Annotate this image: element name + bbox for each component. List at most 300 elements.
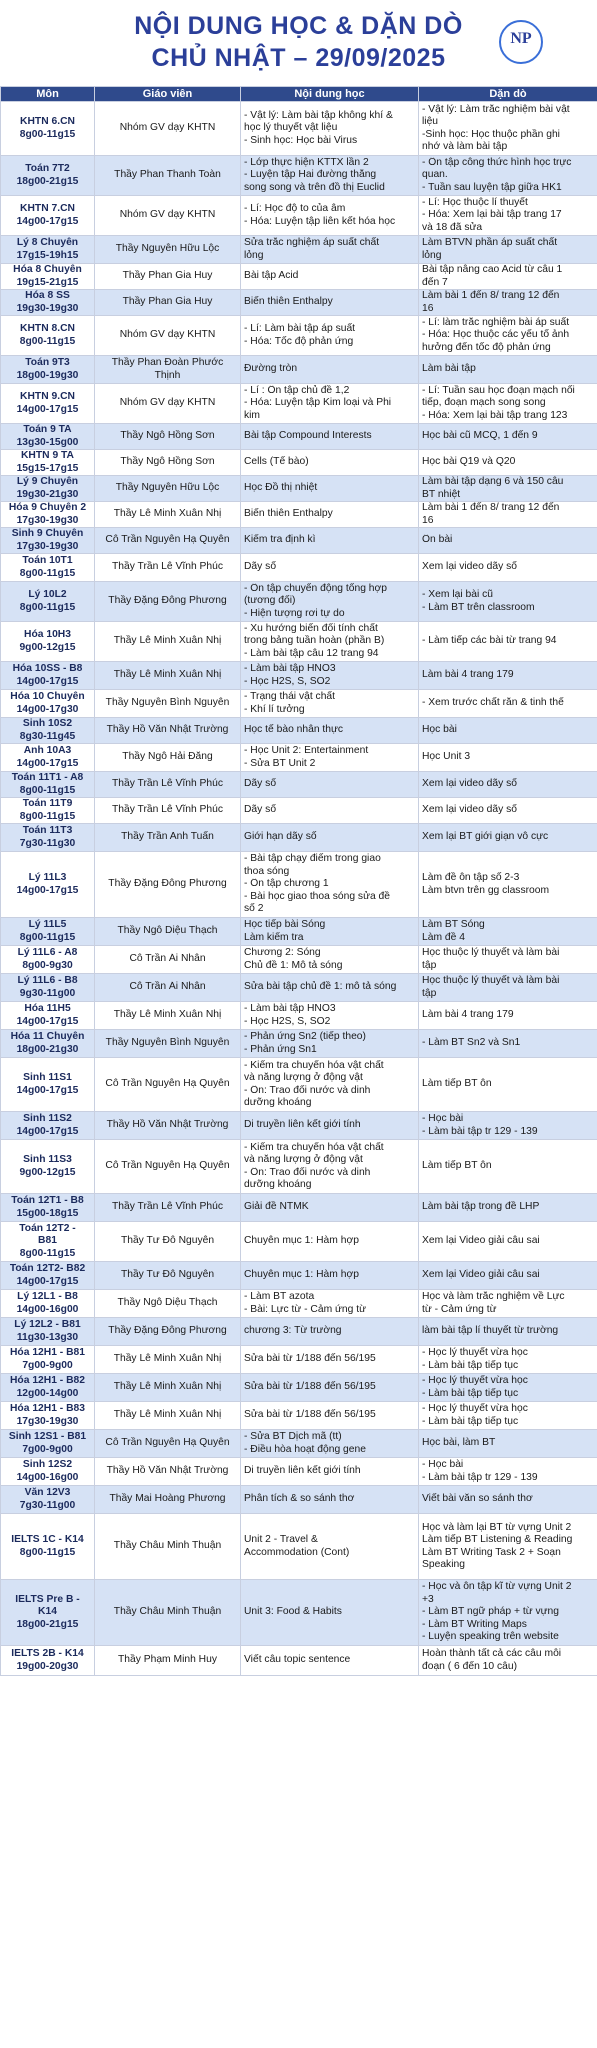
teacher-cell <box>95 1514 241 1580</box>
cell-line: Học bài, làm BT <box>422 1437 496 1449</box>
cell-line: Sinh 12S1 - B81 <box>8 1431 87 1443</box>
cell-line: 15g00-18g15 <box>16 1207 79 1219</box>
cell-line: Hóa 12H1 - B82 <box>10 1375 85 1387</box>
table-row <box>1 1458 597 1486</box>
cell-line: Học bài cũ MCQ, 1 đến 9 <box>422 430 538 442</box>
cell-line: KHTN 7.CN <box>20 203 75 215</box>
cell-line: 9g30-11g00 <box>19 987 76 999</box>
cell-line: Học Đồ thị nhiệt <box>244 482 318 494</box>
cell-line: - Vật lý: Làm bài tập không khí & <box>244 109 393 121</box>
cell-line: - Học lý thuyết vừa học <box>422 1375 528 1387</box>
cell-line: - Học lý thuyết vừa học <box>422 1347 528 1359</box>
content-cell <box>241 290 419 316</box>
subject-cell <box>1 316 95 356</box>
teacher-cell <box>95 662 241 690</box>
subject-cell <box>1 156 95 196</box>
cell-line: Làm tiếp BT ôn <box>422 1160 492 1172</box>
homework-cell <box>419 1646 597 1676</box>
homework-cell <box>419 384 597 424</box>
cell-line: - Kiểm tra chuyển hóa vật chất <box>244 1141 384 1153</box>
cell-line: Thầy Trần Lê Vĩnh Phúc <box>111 561 224 573</box>
column-header-teacher: Giáo viên <box>95 87 241 102</box>
teacher-cell <box>95 1346 241 1374</box>
cell-line: lỏng <box>244 249 264 261</box>
cell-line: -Sinh học: Học thuộc phần ghi <box>422 128 560 140</box>
cell-line: Thầy Hồ Văn Nhật Trường <box>106 1119 229 1131</box>
cell-line: 11g30-13g30 <box>16 1331 79 1343</box>
teacher-cell <box>95 1374 241 1402</box>
cell-line: học lý thuyết vật liệu <box>244 122 338 134</box>
cell-line: Lý 10L2 <box>28 589 67 601</box>
cell-line: Thầy Trần Lê Vĩnh Phúc <box>111 804 224 816</box>
homework-cell <box>419 1486 597 1514</box>
homework-cell <box>419 1222 597 1262</box>
cell-line: - Xem lại bài cũ <box>422 589 493 601</box>
cell-line: Toán 12T1 - B8 <box>11 1195 84 1207</box>
content-cell <box>241 384 419 424</box>
table-row <box>1 156 597 196</box>
cell-line: - Làm BT Sn2 và Sn1 <box>422 1037 521 1049</box>
table-row <box>1 1262 597 1290</box>
cell-line: Làm BT Sóng <box>422 919 485 931</box>
cell-line: Thầy Đặng Đông Phương <box>108 595 227 607</box>
table-body <box>1 102 597 1676</box>
cell-line: 8g00-11g15 <box>19 931 76 943</box>
cell-line: Thầy Lê Minh Xuân Nhị <box>113 508 222 520</box>
table-row <box>1 974 597 1002</box>
homework-cell <box>419 1580 597 1646</box>
content-cell <box>241 424 419 450</box>
content-cell <box>241 690 419 718</box>
cell-line: 15g15-17g15 <box>16 462 79 474</box>
subject-cell <box>1 476 95 502</box>
cell-line: - Ôn tập chương 1 <box>244 878 329 890</box>
cell-line: - Học Unit 2: Entertainment <box>244 745 369 757</box>
cell-line: K14 <box>38 1606 57 1618</box>
cell-line: 18g00-21g15 <box>16 1618 79 1630</box>
cell-line: Làm bài tập <box>422 363 476 375</box>
teacher-cell <box>95 918 241 946</box>
cell-line: 17g30-19g30 <box>16 1415 79 1427</box>
cell-line: 14g00-16g00 <box>16 1471 79 1483</box>
cell-line: Sửa bài từ 1/188 đến 56/195 <box>244 1381 376 1393</box>
cell-line: Làm btvn trên gg classroom <box>422 884 550 896</box>
cell-line: Thầy Ngô Hải Đăng <box>122 751 213 763</box>
cell-line: - Phản ứng Sn2 (tiếp theo) <box>244 1031 366 1043</box>
cell-line: Xem lại video dãy số <box>422 561 518 573</box>
homework-cell <box>419 918 597 946</box>
cell-line: chương 3: Từ trường <box>244 1325 342 1337</box>
content-cell <box>241 1458 419 1486</box>
cell-line: 8g00-11g15 <box>19 567 76 579</box>
content-cell <box>241 974 419 1002</box>
cell-line: Làm bài 1 đến 8/ trang 12 đến <box>422 502 560 514</box>
cell-line: Học thuộc lý thuyết và làm bài <box>422 975 560 987</box>
cell-line: 8g00-11g15 <box>19 784 76 796</box>
table-row <box>1 1194 597 1222</box>
table-row <box>1 582 597 622</box>
subject-cell <box>1 356 95 384</box>
cell-line: Học bài <box>422 724 457 736</box>
subject-cell <box>1 1318 95 1346</box>
cell-line: số 2 <box>244 903 264 915</box>
teacher-cell <box>95 1458 241 1486</box>
cell-line: - Lớp thực hiện KTTX lần 2 <box>244 156 369 168</box>
cell-line: Toán 11T3 <box>22 825 73 837</box>
content-cell <box>241 1486 419 1514</box>
homework-cell <box>419 1318 597 1346</box>
table-row <box>1 662 597 690</box>
subject-cell <box>1 450 95 476</box>
cell-line: - Luyện speaking trên website <box>422 1631 559 1643</box>
homework-cell <box>419 1262 597 1290</box>
cell-line: - Bài tập chạy điểm trong giao <box>244 853 381 865</box>
table-row <box>1 946 597 974</box>
cell-line: Làm bài 1 đến 8/ trang 12 đến <box>422 290 560 302</box>
cell-line: Chuyên mục 1: Hàm hợp <box>244 1269 359 1281</box>
cell-line: Sinh 9 Chuyên <box>11 528 84 540</box>
subject-cell <box>1 264 95 290</box>
cell-line: Lý 11L5 <box>28 919 67 931</box>
table-row <box>1 1514 597 1580</box>
cell-line: - Làm BT ngữ pháp + từ vựng <box>422 1606 559 1618</box>
cell-line: - Sinh học: Học bài Virus <box>244 134 358 146</box>
cell-line: Cells (Tế bào) <box>244 456 309 468</box>
table-row <box>1 196 597 236</box>
cell-line: thoa sóng <box>244 865 290 877</box>
cell-line: Chuyên mục 1: Hàm hợp <box>244 1235 359 1247</box>
cell-line: 14g00-17g15 <box>16 1015 79 1027</box>
cell-line: 16 <box>422 514 434 526</box>
cell-line: 8g00-11g15 <box>19 335 76 347</box>
homework-cell <box>419 290 597 316</box>
cell-line: Hoàn thành tất cả các câu mỗi <box>422 1648 562 1660</box>
cell-line: IELTS 2B - K14 <box>11 1648 84 1660</box>
table-row <box>1 1346 597 1374</box>
subject-cell <box>1 662 95 690</box>
cell-line: và 18 đã sửa <box>422 221 483 233</box>
cell-line: Thầy Phan Thanh Toàn <box>114 169 221 181</box>
content-cell <box>241 1262 419 1290</box>
subject-cell <box>1 1374 95 1402</box>
subject-cell <box>1 1346 95 1374</box>
cell-line: 14g00-16g00 <box>16 1303 79 1315</box>
cell-line: +3 <box>422 1593 434 1605</box>
homework-cell <box>419 424 597 450</box>
content-cell <box>241 622 419 662</box>
subject-cell <box>1 1580 95 1646</box>
cell-line: Hóa 8 Chuyên <box>13 264 82 276</box>
subject-cell <box>1 1514 95 1580</box>
subject-cell <box>1 852 95 918</box>
cell-line: Làm BT Writing Task 2 + Soạn <box>422 1546 561 1558</box>
subject-cell <box>1 744 95 772</box>
cell-line: Cô Trần Nguyễn Hạ Quyên <box>105 1437 230 1449</box>
cell-line: - Lí: Tuần sau học đoạn mạch nối <box>422 384 575 396</box>
subject-cell <box>1 918 95 946</box>
cell-line: Hóa 10SS - B8 <box>12 663 83 675</box>
subject-cell <box>1 1030 95 1058</box>
cell-line: - Học bài <box>422 1113 464 1125</box>
cell-line: - Làm bài tập HNO3 <box>244 1003 336 1015</box>
cell-line: Thầy Ngô Hồng Sơn <box>120 456 215 468</box>
cell-line: Thầy Ngô Diệu Thạch <box>117 925 218 937</box>
cell-line: - Làm bài tập câu 12 trang 94 <box>244 647 379 659</box>
subject-cell <box>1 798 95 824</box>
cell-line: 17g15-19h15 <box>16 249 79 261</box>
subject-cell <box>1 1262 95 1290</box>
cell-line: Sinh 11S1 <box>23 1072 72 1084</box>
cell-line: Thầy Hồ Văn Nhật Trường <box>106 1465 229 1477</box>
cell-line: - Làm BT trên classroom <box>422 601 535 613</box>
cell-line: Học bài Q19 và Q20 <box>422 456 516 468</box>
cell-line: Di truyền liên kết giới tính <box>244 1119 361 1131</box>
cell-line: Học tế bào nhân thực <box>244 724 344 736</box>
cell-line: 12g00-14g00 <box>16 1387 79 1399</box>
teacher-cell <box>95 290 241 316</box>
cell-line: - Làm bài tập tiếp tục <box>422 1415 519 1427</box>
subject-cell <box>1 1486 95 1514</box>
subject-cell <box>1 1430 95 1458</box>
cell-line: - Làm BT Writing Maps <box>422 1618 527 1630</box>
table-row <box>1 690 597 718</box>
teacher-cell <box>95 102 241 156</box>
cell-line: 14g00-17g15 <box>16 403 79 415</box>
teacher-cell <box>95 1486 241 1514</box>
table-row <box>1 356 597 384</box>
table-row <box>1 1058 597 1112</box>
column-header-subject: Môn <box>1 87 95 102</box>
content-cell <box>241 1318 419 1346</box>
cell-line: - Sửa BT Dịch mã (tt) <box>244 1431 342 1443</box>
cell-line: 17g30-19g30 <box>16 514 79 526</box>
teacher-cell <box>95 264 241 290</box>
content-cell <box>241 264 419 290</box>
cell-line: Làm đề ôn tập số 2-3 <box>422 872 520 884</box>
cell-line: Cô Trần Nguyễn Hạ Quyên <box>105 534 230 546</box>
teacher-cell <box>95 1430 241 1458</box>
teacher-cell <box>95 824 241 852</box>
cell-line: Kiểm tra định kì <box>244 534 316 546</box>
cell-line: Lý 12L1 - B8 <box>17 1291 78 1303</box>
cell-line: Dãy số <box>244 778 277 790</box>
table-row <box>1 918 597 946</box>
teacher-cell <box>95 384 241 424</box>
cell-line: Toán 11T9 <box>22 798 73 810</box>
homework-cell <box>419 450 597 476</box>
cell-line: Hóa 10 Chuyên <box>10 691 85 703</box>
cell-line: Làm bài 4 trang 179 <box>422 1009 514 1021</box>
homework-cell <box>419 744 597 772</box>
teacher-cell <box>95 582 241 622</box>
table-row <box>1 264 597 290</box>
cell-line: tập <box>422 987 437 999</box>
content-cell <box>241 528 419 554</box>
subject-cell <box>1 718 95 744</box>
content-cell <box>241 1002 419 1030</box>
cell-line: Xem lại Video giải câu sai <box>422 1235 540 1247</box>
cell-line: đoạn ( 6 đến 10 câu) <box>422 1660 518 1672</box>
cell-line: - Ôn tập công thức hình học trực <box>422 156 572 168</box>
homework-cell <box>419 1112 597 1140</box>
cell-line: Thầy Lê Minh Xuân Nhị <box>113 1381 222 1393</box>
subject-cell <box>1 196 95 236</box>
cell-line: Xem lại video dãy số <box>422 804 518 816</box>
cell-line: Học Unit 3 <box>422 751 471 763</box>
teacher-cell <box>95 554 241 582</box>
table-row <box>1 450 597 476</box>
column-header-content: Nội dung học <box>241 87 419 102</box>
teacher-cell <box>95 1058 241 1112</box>
homework-cell <box>419 772 597 798</box>
cell-line: KHTN 8.CN <box>20 323 75 335</box>
cell-line: 8g00-11g15 <box>19 128 76 140</box>
table-row <box>1 528 597 554</box>
cell-line: Lý 9 Chuyên <box>16 476 79 488</box>
cell-line: 18g00-21g30 <box>16 1043 79 1055</box>
cell-line: IELTS 1C - K14 <box>11 1534 84 1546</box>
cell-line: 14g00-17g30 <box>16 703 79 715</box>
cell-line: Thầy Châu Minh Thuận <box>113 1540 222 1552</box>
cell-line: - Tuần sau luyện tập giữa HK1 <box>422 181 562 193</box>
cell-line: Sinh 11S2 <box>23 1113 72 1125</box>
subject-cell <box>1 1194 95 1222</box>
cell-line: Học tiếp bài Sóng <box>244 919 326 931</box>
cell-line: 17g30-19g30 <box>16 540 79 552</box>
cell-line: dưỡng khoáng <box>244 1178 312 1190</box>
teacher-cell <box>95 1030 241 1058</box>
cell-line: Thầy Lê Minh Xuân Nhị <box>113 635 222 647</box>
homework-cell <box>419 156 597 196</box>
cell-line: 16 <box>422 302 434 314</box>
table-row <box>1 384 597 424</box>
table-row <box>1 1030 597 1058</box>
cell-line: 19g30-19g30 <box>16 302 79 314</box>
cell-line: Thầy Tư Đô Nguyên <box>120 1235 215 1247</box>
subject-cell <box>1 974 95 1002</box>
content-cell <box>241 1514 419 1580</box>
content-cell <box>241 1030 419 1058</box>
table-row <box>1 236 597 264</box>
subject-cell <box>1 946 95 974</box>
content-cell <box>241 156 419 196</box>
cell-line: Dãy số <box>244 561 277 573</box>
homework-cell <box>419 1194 597 1222</box>
cell-line: nhớ và làm bài tập <box>422 140 508 152</box>
cell-line: 8g00-11g15 <box>19 1247 76 1259</box>
cell-line: Thầy Ngô Hồng Sơn <box>120 430 215 442</box>
cell-line: - Làm bài tập tiếp tục <box>422 1387 519 1399</box>
table-row <box>1 554 597 582</box>
cell-line: - Bài: Lực từ - Cảm ứng từ <box>244 1303 366 1315</box>
cell-line: 8g00-11g15 <box>19 601 76 613</box>
subject-cell <box>1 102 95 156</box>
cell-line: Lý 11L6 - B8 <box>17 975 78 987</box>
homework-cell <box>419 1458 597 1486</box>
cell-line: Viết câu topic sentence <box>244 1654 351 1666</box>
subject-cell <box>1 290 95 316</box>
cell-line: - Ôn: Trao đổi nước và dinh <box>244 1166 371 1178</box>
cell-line: Toán 10T1 <box>22 555 73 567</box>
cell-line: - Hóa: Xem lại bài tập trang 17 <box>422 209 562 221</box>
content-cell <box>241 356 419 384</box>
subject-cell <box>1 690 95 718</box>
content-cell <box>241 316 419 356</box>
cell-line: KHTN 9.CN <box>20 391 75 403</box>
table-row <box>1 1580 597 1646</box>
content-cell <box>241 1346 419 1374</box>
content-cell <box>241 1140 419 1194</box>
homework-cell <box>419 476 597 502</box>
cell-line: Thầy Nguyễn Bình Nguyên <box>105 697 230 709</box>
teacher-cell <box>95 946 241 974</box>
subject-cell <box>1 1646 95 1676</box>
cell-line: Toán 12T2- B82 <box>9 1263 86 1275</box>
cell-line: - Học H2S, S, SO2 <box>244 1015 331 1027</box>
teacher-cell <box>95 852 241 918</box>
subject-cell <box>1 1140 95 1194</box>
cell-line: - Hóa: Luyện tập Kim loại và Phi <box>244 397 392 409</box>
cell-line: Hóa 12H1 - B83 <box>10 1403 85 1415</box>
cell-line: Bài tập nâng cao Acid từ câu 1 <box>422 264 563 276</box>
cell-line: Thầy Đặng Đông Phương <box>108 878 227 890</box>
cell-line: 14g00-17g15 <box>16 675 79 687</box>
subject-cell <box>1 554 95 582</box>
cell-line: Thầy Nguyễn Bình Nguyên <box>105 1037 230 1049</box>
homework-cell <box>419 502 597 528</box>
table-row <box>1 1646 597 1676</box>
cell-line: - Luyện tập Hai đường thẳng <box>244 169 377 181</box>
table-row <box>1 1002 597 1030</box>
cell-line: Xem lại video dãy số <box>422 778 518 790</box>
cell-line: song song và trên đồ thị Euclid <box>244 181 385 193</box>
cell-line: Làm bài tập dạng 6 và 150 câu <box>422 476 564 488</box>
cell-line: Di truyền liên kết giới tính <box>244 1465 361 1477</box>
cell-line: dưỡng khoáng <box>244 1096 312 1108</box>
content-cell <box>241 554 419 582</box>
cell-line: - Học và ôn tập kĩ từ vựng Unit 2 <box>422 1581 572 1593</box>
table-row <box>1 1140 597 1194</box>
subject-cell <box>1 236 95 264</box>
content-cell <box>241 196 419 236</box>
cell-line: Thầy Trần Anh Tuấn <box>121 831 214 843</box>
cell-line: Cô Trần Nguyễn Hạ Quyên <box>105 1160 230 1172</box>
cell-line: 7g00-9g00 <box>22 1443 73 1455</box>
table-row <box>1 290 597 316</box>
cell-line: Thầy Nguyễn Hữu Lộc <box>115 243 220 255</box>
cell-line: tập <box>422 959 437 971</box>
homework-cell <box>419 946 597 974</box>
cell-line: Thầy Phạm Minh Huy <box>117 1654 217 1666</box>
table-header-row <box>1 87 597 102</box>
cell-line: Thầy Phan Đoàn Phước <box>111 357 224 369</box>
homework-cell <box>419 554 597 582</box>
cell-line: Giới hạn dãy số <box>244 831 317 843</box>
teacher-cell <box>95 772 241 798</box>
teacher-cell <box>95 1222 241 1262</box>
cell-line: trong bảng tuần hoàn (phần B) <box>244 635 385 647</box>
page-title: NỘI DUNG HỌC & DẶN DÒ <box>134 12 463 40</box>
cell-line: Lý 8 Chuyên <box>16 237 79 249</box>
subject-cell <box>1 622 95 662</box>
cell-line: KHTN 6.CN <box>20 116 75 128</box>
cell-line: - Bài học giao thoa sóng sửa đề <box>244 890 390 902</box>
cell-line: kim <box>244 409 261 421</box>
content-cell <box>241 582 419 622</box>
subject-cell <box>1 1222 95 1262</box>
teacher-cell <box>95 1194 241 1222</box>
table-row <box>1 622 597 662</box>
